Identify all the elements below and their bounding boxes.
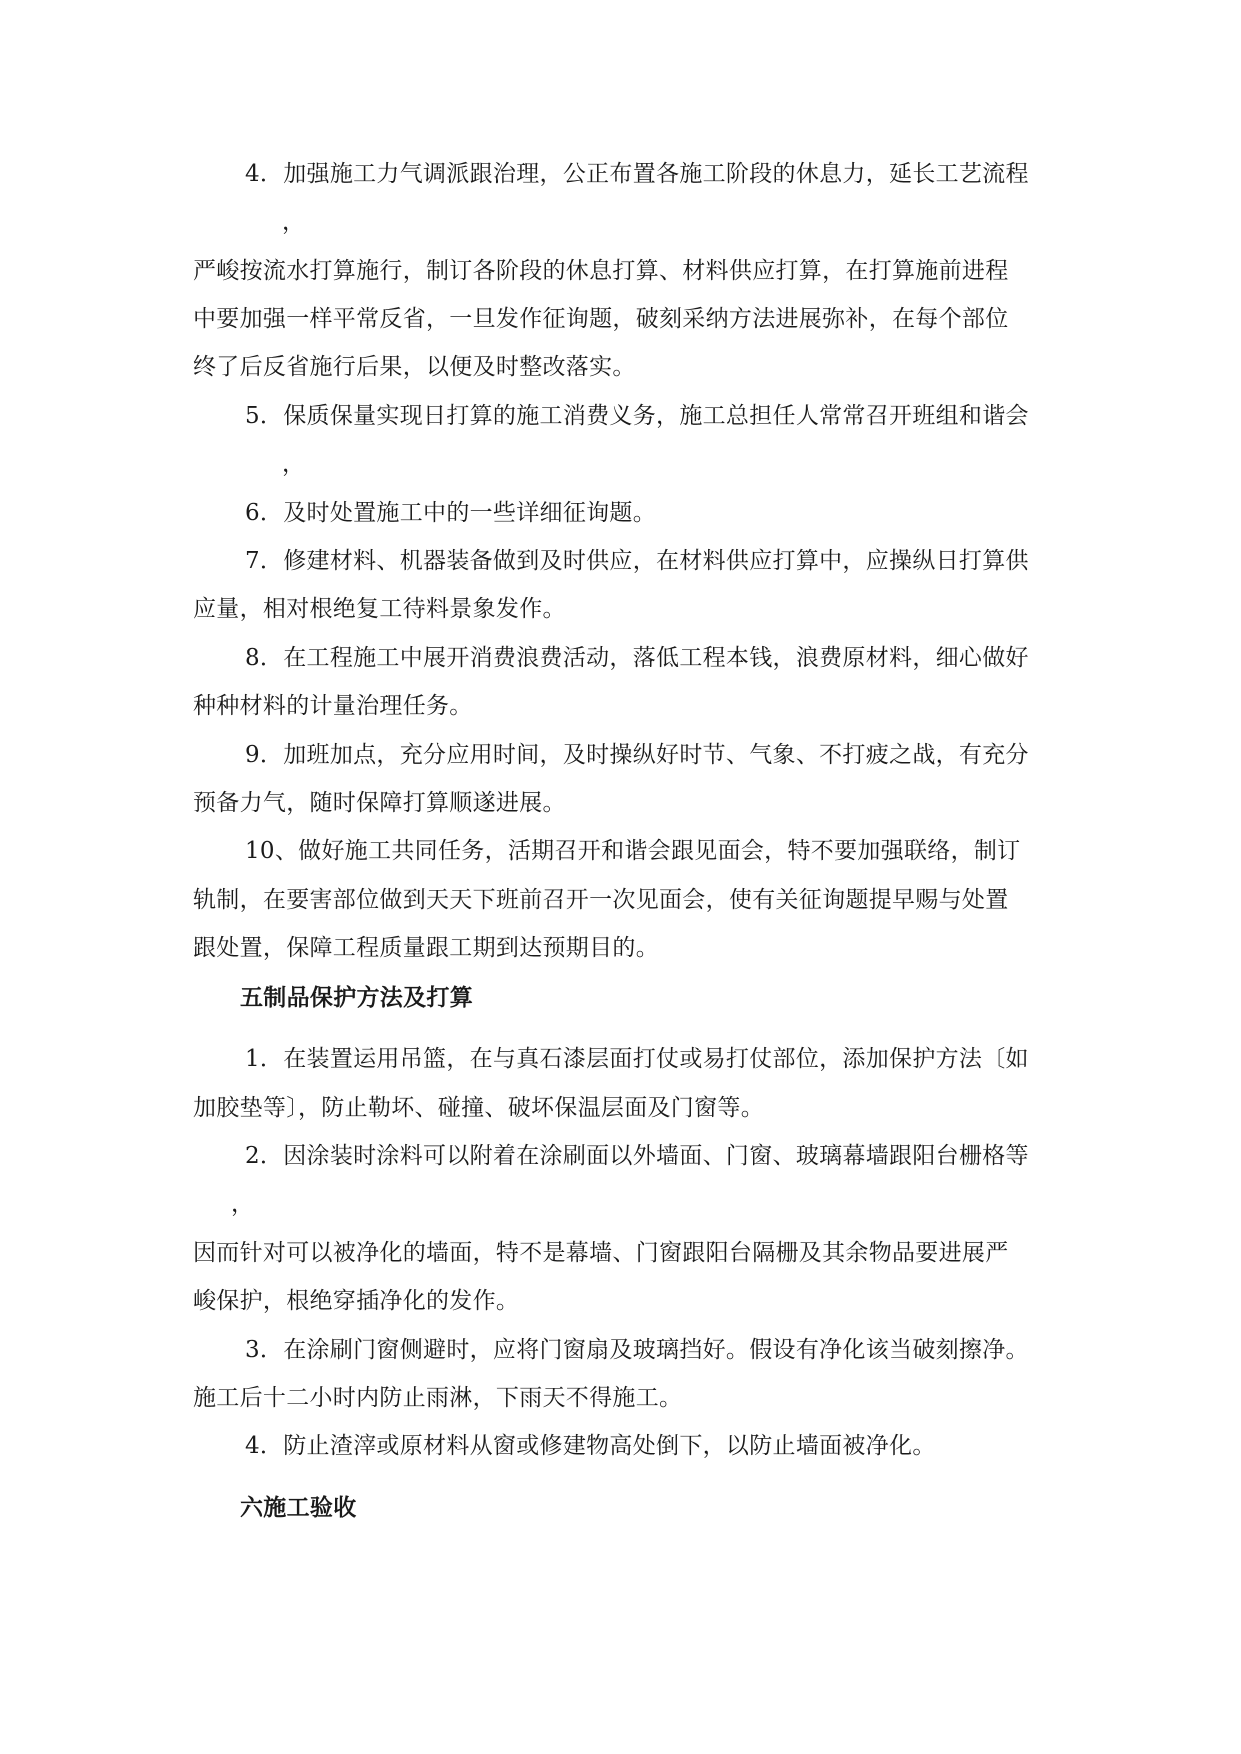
section5-item-1-line-1: 1．在装置运用吊篮，在与真石漆层面打仗或易打仗部位，添加保护方法〔如 <box>245 1046 1029 1072</box>
section5-item-2-line-1: 2．因涂装时涂料可以附着在涂刷面以外墙面、门窗、玻璃幕墙跟阳台栅格等 <box>245 1143 1029 1169</box>
paragraph-7-line-1: 7．修建材料、机器装备做到及时供应，在材料供应打算中，应操纵日打算供 <box>245 548 1029 574</box>
section5-item-2-comma: ， <box>231 1191 255 1217</box>
paragraph-4-line-4: 终了后反省施行后果，以便及时整改落实。 <box>193 354 636 380</box>
paragraph-5-line-1: 5．保质保量实现日打算的施工消费义务，施工总担任人常常召开班组和谐会 <box>245 403 1029 429</box>
section-heading-5: 五制品保护方法及打算 <box>240 984 473 1011</box>
paragraph-10-line-1: 10、做好施工共同任务，活期召开和谐会跟见面会，特不要加强联络，制订 <box>245 838 1021 864</box>
section5-item-3-line-2: 施工后十二小时内防止雨淋，下雨天不得施工。 <box>193 1385 683 1411</box>
paragraph-7-line-2: 应量，相对根绝复工待料景象发作。 <box>193 596 566 622</box>
section-heading-6: 六施工验收 <box>240 1494 357 1521</box>
section5-item-2-line-2: 因而针对可以被净化的墙面，特不是幕墙、门窗跟阳台隔栅及其余物品要进展严 <box>193 1240 1009 1266</box>
section5-item-4-line-1: 4．防止渣滓或原材料从窗或修建物高处倒下，以防止墙面被净化。 <box>245 1433 936 1459</box>
section5-item-1-line-2: 加胶垫等〕，防止勒坏、碰撞、破坏保温层面及门窗等。 <box>193 1095 764 1121</box>
paragraph-9-line-2: 预备力气，随时保障打算顺遂进展。 <box>193 790 566 816</box>
section5-item-3-line-1: 3．在涂刷门窗侧避时，应将门窗扇及玻璃挡好。假设有净化该当破刻擦净。 <box>245 1337 1029 1363</box>
paragraph-10-line-2: 轨制，在要害部位做到天天下班前召开一次见面会，使有关征询题提早赐与处置 <box>193 887 1009 913</box>
paragraph-5-comma: ， <box>282 451 306 477</box>
paragraph-8-line-1: 8．在工程施工中展开消费浪费活动，落低工程本钱，浪费原材料，细心做好 <box>245 645 1029 671</box>
paragraph-9-line-1: 9．加班加点，充分应用时间，及时操纵好时节、气象、不打疲之战，有充分 <box>245 742 1029 768</box>
paragraph-4-line-3: 中要加强一样平常反省，一旦发作征询题，破刻采纳方法进展弥补，在每个部位 <box>193 306 1009 332</box>
paragraph-4-line-1: 4．加强施工力气调派跟治理，公正布置各施工阶段的休息力，延长工艺流程 <box>245 161 1029 187</box>
paragraph-8-line-2: 种种材料的计量治理任务。 <box>193 693 473 719</box>
section5-item-2-line-3: 峻保护，根绝穿插净化的发作。 <box>193 1288 520 1314</box>
paragraph-10-line-3: 跟处置，保障工程质量跟工期到达预期目的。 <box>193 935 659 961</box>
paragraph-4-comma: ， <box>282 209 306 235</box>
paragraph-6-line-1: 6．及时处置施工中的一些详细征询题。 <box>245 500 657 526</box>
paragraph-4-line-2: 严峻按流水打算施行，制订各阶段的休息打算、材料供应打算，在打算施前进程 <box>193 258 1009 284</box>
